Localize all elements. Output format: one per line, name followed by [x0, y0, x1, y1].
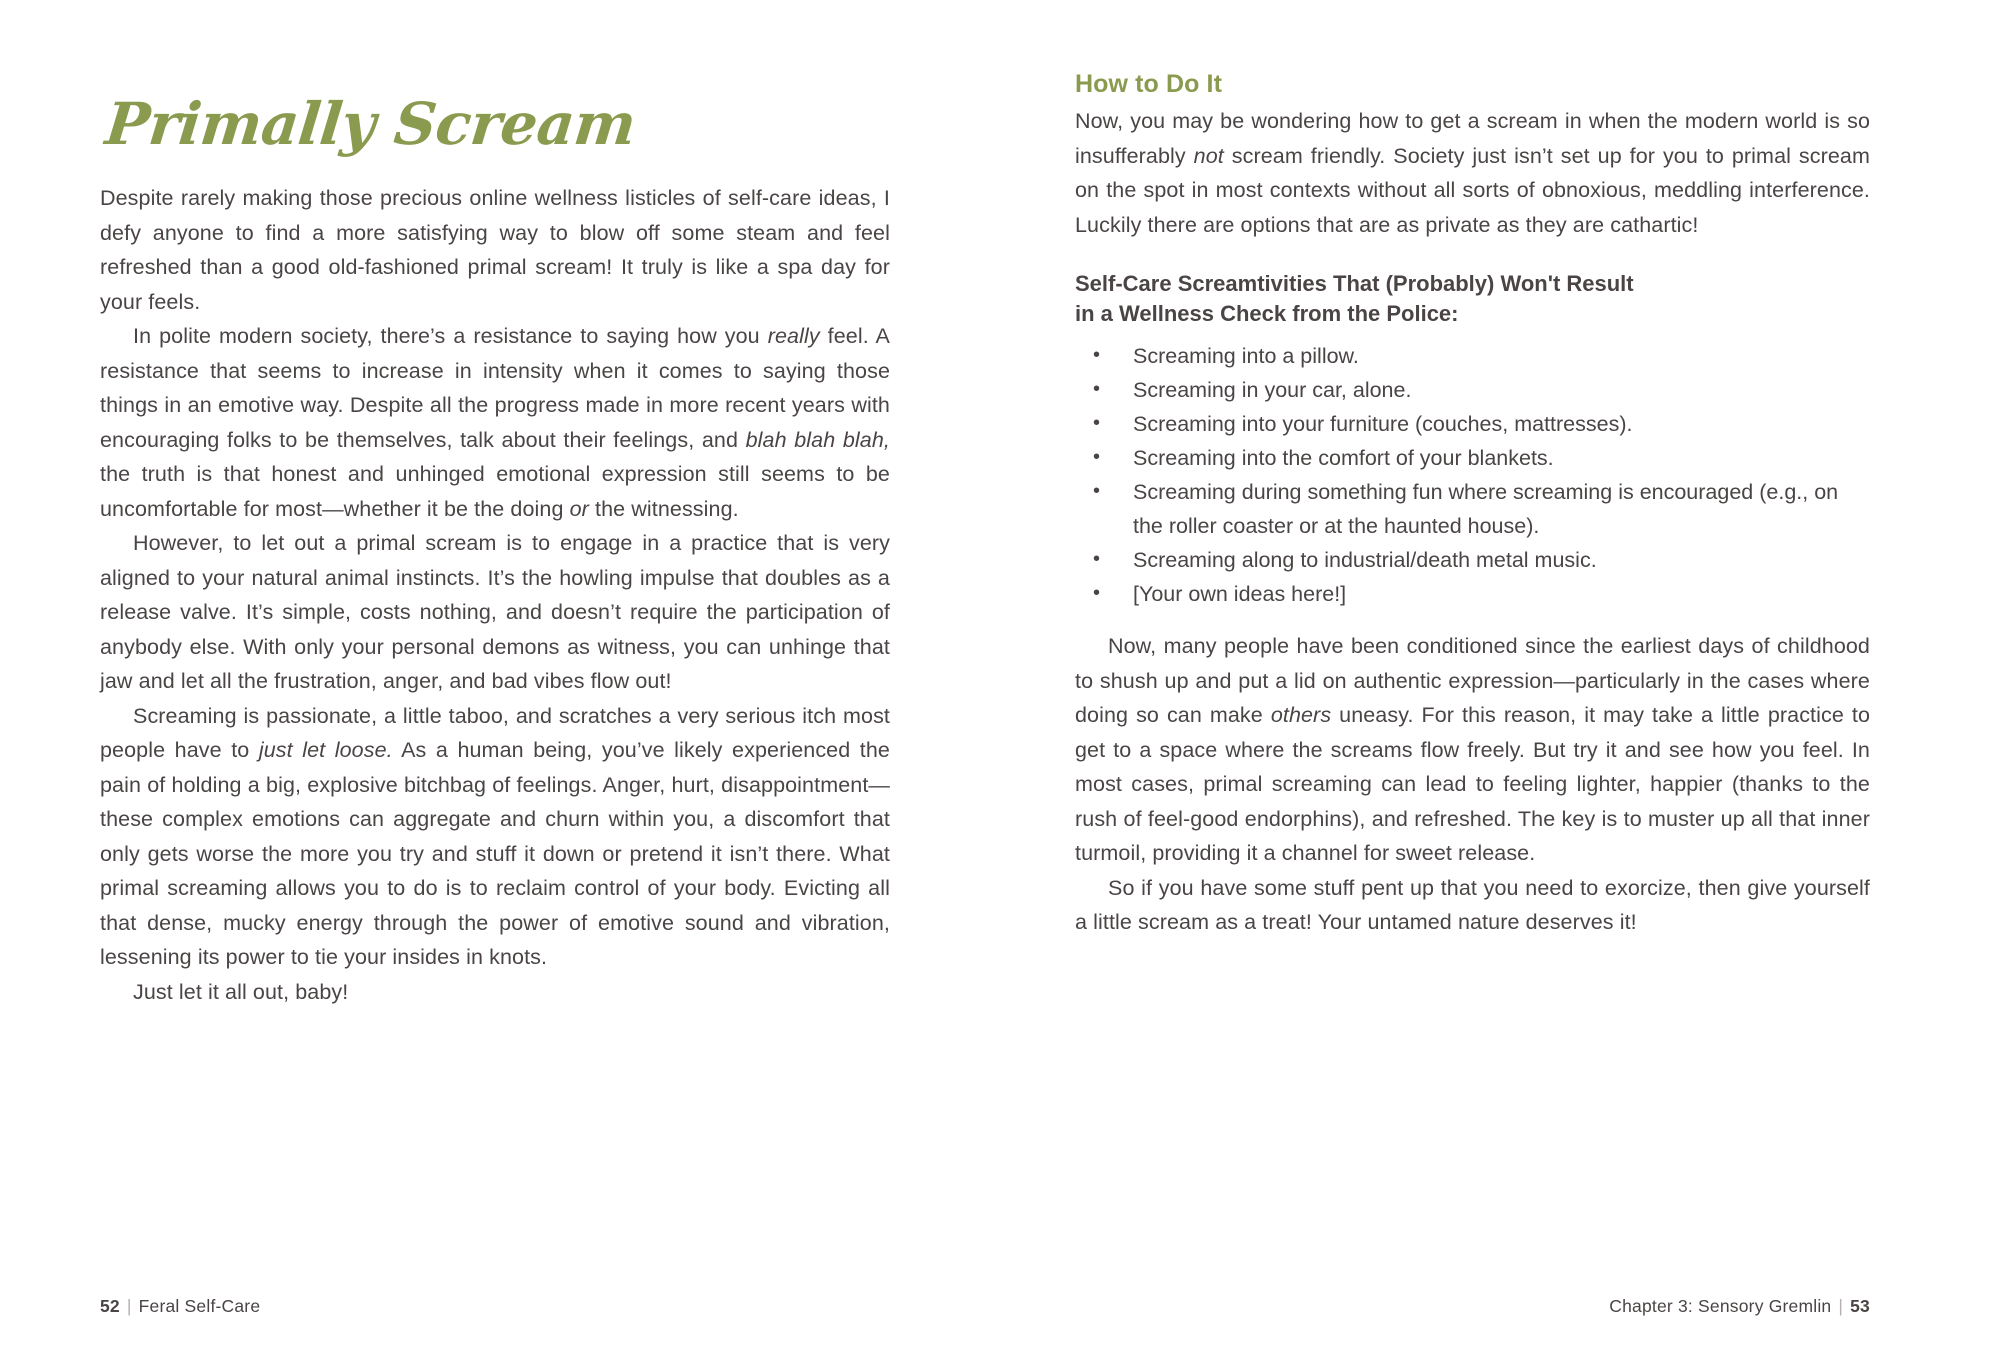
- list-item: • Screaming along to industrial/death metal music.: [1075, 543, 1870, 577]
- paragraph: Now, you may be wondering how to get a scream in when the modern world is so insufferably not scream friendly. Society just isn’t set up for you to primal scream on the spot in most contexts without all sorts of obnoxious, meddling interference. Luckily there are options that are as private as they are cathartic!: [1075, 109, 1870, 237]
- paragraph: Just let it all out, baby!: [133, 979, 349, 1004]
- screamtivities-list: [1075, 339, 1870, 611]
- paragraph: Despite rarely making those precious online wellness listicles of self-care ideas, I defy anyone to find a more satisfying way to blow off some steam and feel refreshed than a good old-fashioned primal scream! It truly is like a spa day for your feels.: [100, 186, 890, 314]
- right-page: [1000, 0, 2000, 1363]
- list-item: • [Your own ideas here!]: [1075, 577, 1870, 611]
- footer-chapter-title: Chapter 3: Sensory Gremlin: [1609, 1296, 1832, 1316]
- list-item: • Screaming in your car, alone.: [1075, 373, 1870, 407]
- list-item: • Screaming into the comfort of your blankets.: [1075, 441, 1870, 475]
- footer-right: [1609, 1296, 1870, 1317]
- list-item: • Screaming into your furniture (couches, mattresses).: [1075, 407, 1870, 441]
- page-number-right: 53: [1850, 1296, 1870, 1316]
- page-title: Primally Scream: [102, 90, 639, 158]
- footer-separator: |: [1838, 1296, 1844, 1316]
- paragraph: Now, many people have been conditioned since the earliest days of childhood to shush up and put a lid on authentic expression—particularly in the cases where doing so can make others uneasy. For this reason, it may take a little practice to get to a space where the screams flow freely. But try it and see how you feel. In most cases, primal screaming can lead to feeling lighter, happier (thanks to the rush of feel-good endorphins), and refreshed. The key is to muster up all that inner turmoil, providing it a channel for sweet release.: [1075, 634, 1870, 865]
- paragraph: So if you have some stuff pent up that you need to exorcize, then give yourself a little scream as a treat! Your untamed nature deserves it!: [1075, 875, 1870, 934]
- page-number-left: 52: [100, 1296, 120, 1316]
- list-heading: [1075, 269, 1870, 329]
- section-heading: How to Do It: [1075, 70, 1223, 98]
- paragraph: Screaming is passionate, a little taboo, and scratches a very serious itch most people have to just let loose. As a human being, you’ve likely experienced the pain of holding a big, explosive bitchbag of feelings. Anger, hurt, disappointment—these complex emotions can aggregate and churn within you, a discomfort that only gets worse the more you try and stuff it down or pretend it isn’t there. What primal screaming allows you to do is to reclaim control of your body. Evicting all that dense, mucky energy through the power of emotive sound and vibration, lessening its power to tie your insides in knots.: [100, 703, 890, 969]
- list-heading-line-1: Self-Care Screamtivities That (Probably) Won't Result: [1075, 271, 1634, 296]
- paragraph: However, to let out a primal scream is to engage in a practice that is very aligned to your natural animal instincts. It’s the howling impulse that doubles as a release valve. It’s simple, costs nothing, and doesn’t require the participation of anybody else. With only your personal demons as witness, you can unhinge that jaw and let all the frustration, anger, and bad vibes flow out!: [100, 531, 890, 693]
- list-item: • Screaming during something fun where screaming is encouraged (e.g., on the roller coaster or at the haunted house).: [1075, 475, 1870, 543]
- footer-left: [100, 1296, 260, 1317]
- list-heading-line-2: in a Wellness Check from the Police:: [1075, 301, 1459, 326]
- footer-book-title: Feral Self-Care: [138, 1296, 261, 1316]
- footer-separator: |: [126, 1296, 132, 1316]
- list-item: • Screaming into a pillow.: [1075, 339, 1870, 373]
- paragraph: In polite modern society, there’s a resistance to saying how you really feel. A resistance that seems to increase in intensity when it comes to saying those things in an emotive way. Despite all the progress made in more recent years with encouraging folks to be themselves, talk about their feelings, and blah blah blah, the truth is that honest and unhinged emotional expression still seems to be uncomfortable for most—whether it be the doing or the witnessing.: [100, 324, 890, 521]
